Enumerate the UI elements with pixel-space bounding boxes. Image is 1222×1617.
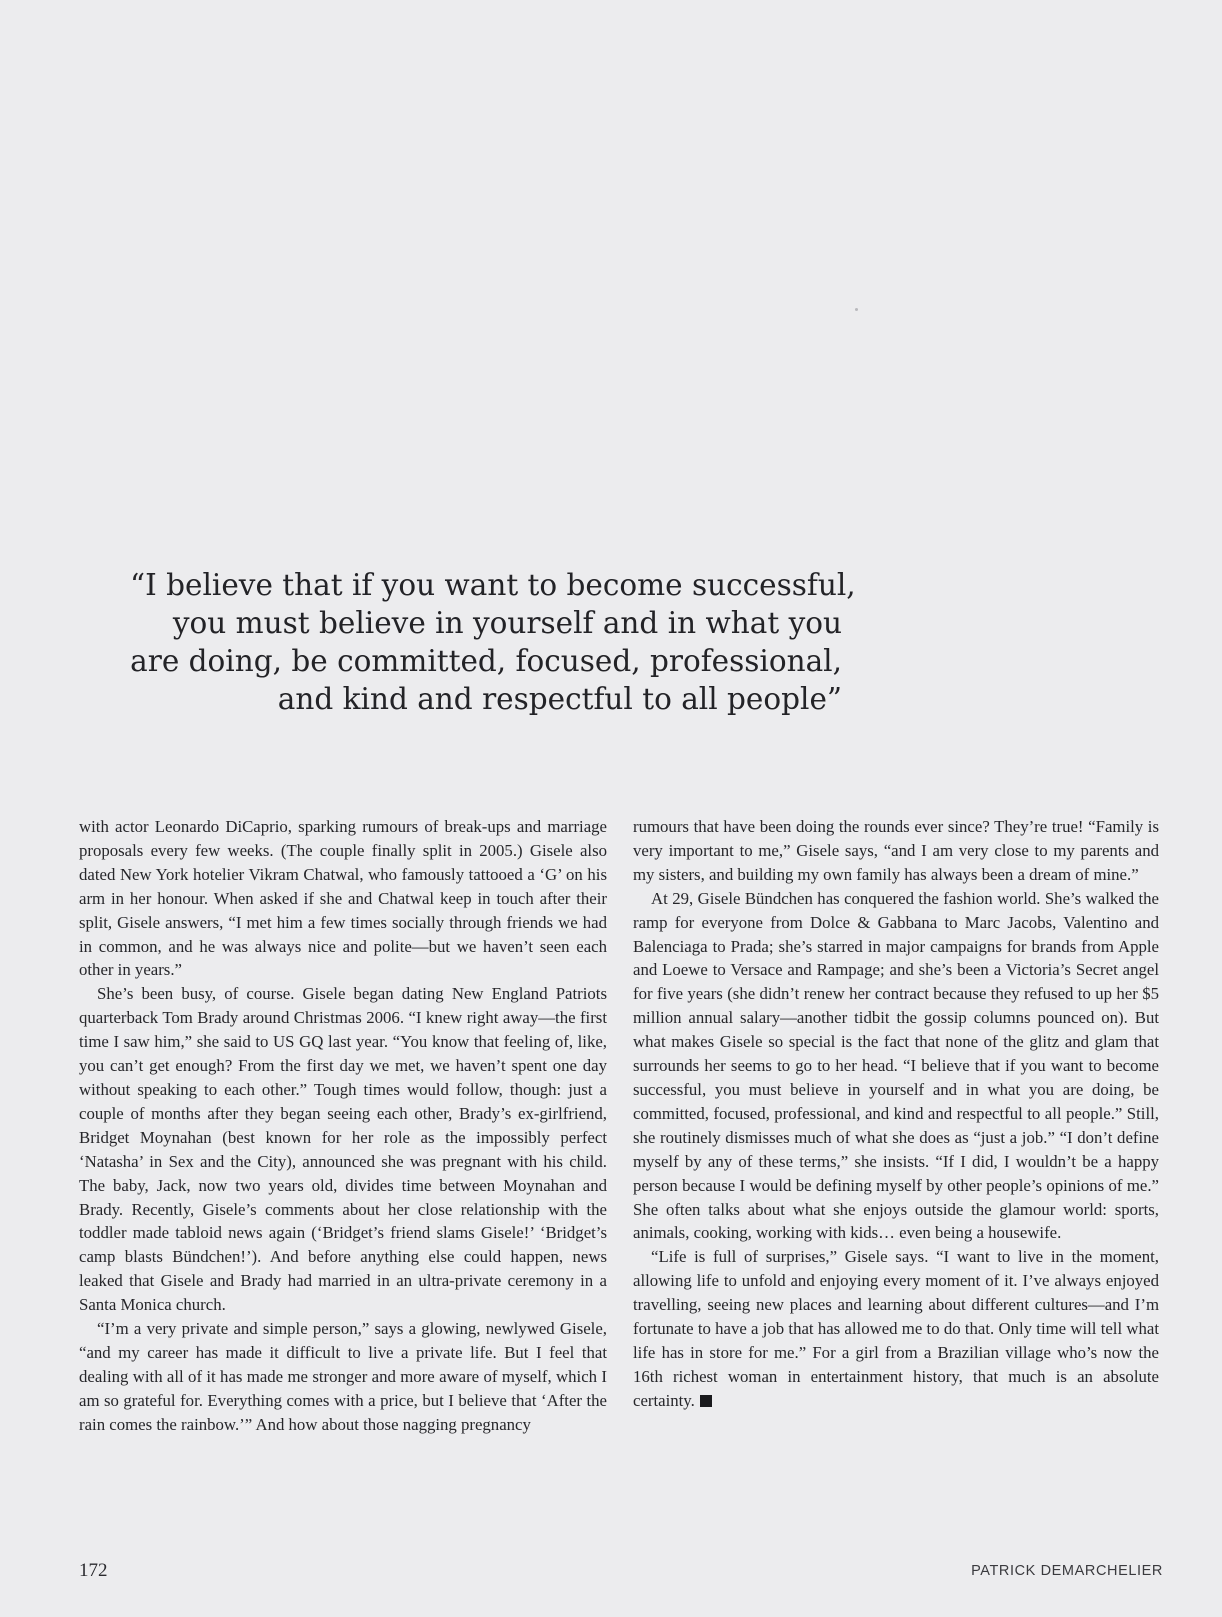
- article-paragraph-final: [633, 1245, 1159, 1412]
- pull-quote-line: you must believe in yourself and in what you: [172, 606, 842, 640]
- article-paragraph: “I’m a very private and simple person,” says a glowing, newlywed Gisele, “and my career has made it difficult to live a private life. But I feel that dealing with all of it has made me stronger and more aware of myself, which I am so grateful for. Everything comes with a price, but I believe that ‘After the rain comes the rainbow.’” And how about those nagging pregnancy: [79, 1319, 607, 1434]
- article-paragraph-text: “Life is full of surprises,” Gisele says. “I want to live in the moment, allowing life to unfold and enjoying every moment of it. I’ve always enjoyed travelling, seeing new places and learning about different cultures—and I’m fortunate to have a job that has allowed me to do that. Only time will tell what life has in store for me.” For a girl from a Brazilian village who’s now the 16th richest woman in entertainment history, that much is an absolute certainty.: [633, 1247, 1159, 1410]
- paper-speck: [855, 308, 858, 311]
- pull-quote-line: and kind and respectful to all people”: [277, 682, 842, 716]
- article-paragraph: with actor Leonardo DiCaprio, sparking rumours of break-ups and marriage proposals every few weeks. (The couple finally split in 2005.) Gisele also dated New York hotelier Vikram Chatwal, who famously tattooed a ‘G’ on his arm in her honour. When asked if she and Chatwal keep in touch after their split, Gisele answers, “I met him a few times socially through friends we had in common, and he was always nice and polite—but we haven’t seen each other in years.”: [79, 817, 607, 980]
- article-column-left: [79, 815, 607, 1437]
- photo-credit: PATRICK DEMARCHELIER: [971, 1563, 1163, 1579]
- article-paragraph: At 29, Gisele Bündchen has conquered the fashion world. She’s walked the ramp for everyone from Dolce & Gabbana to Marc Jacobs, Valentino and Balenciaga to Prada; she’s starred in major campaigns for brands from Apple and Loewe to Versace and Rampage; and she’s been a Victoria’s Secret angel for five years (she didn’t renew her contract because they refused to up her $5 million annual salary—another tidbit the gossip columns pounced on). But what makes Gisele so special is the fact that none of the glitz and glam that surrounds her seems to go to her head. “I believe that if you want to become successful, you must believe in yourself and in what you are doing, be committed, focused, professional, and kind and respectful to all people.” Still, she routinely dismisses much of what she does as “just a job.” “I don’t define myself by any of these terms,” she insists. “If I did, I wouldn’t be a happy person because I would be defining myself by other people’s opinions of me.” She often talks about what she enjoys outside the glamour world: sports, animals, cooking, working with kids… even being a housewife.: [633, 888, 1159, 1243]
- pull-quote-line: are doing, be committed, focused, professional,: [130, 644, 842, 678]
- article-paragraph: She’s been busy, of course. Gisele began dating New England Patriots quarterback Tom Brady around Christmas 2006. “I knew right away—the first time I saw him,” she said to US GQ last year. “You know that feeling of, like, you can’t get enough? From the first day we met, we haven’t spent one day without speaking to each other.” Tough times would follow, though: just a couple of months after they began seeing each other, Brady’s ex-girlfriend, Bridget Moynahan (best known for her role as the impossibly perfect ‘Natasha’ in Sex and the City), announced she was pregnant with his child. The baby, Jack, now two years old, divides time between Moynahan and Brady. Recently, Gisele’s comments about her close relationship with the toddler made tabloid news again (‘Bridget’s friend slams Gisele!’ ‘Bridget’s camp blasts Bündchen!’). And before anything else could happen, news leaked that Gisele and Brady had married in an ultra-private ceremony in a Santa Monica church.: [79, 984, 607, 1315]
- pull-quote: [130, 566, 856, 718]
- pull-quote-line: “I believe that if you want to become successful,: [130, 568, 856, 602]
- end-mark-icon: [700, 1395, 712, 1407]
- article-column-right: [633, 815, 1159, 1413]
- page-number: 172: [79, 1560, 108, 1581]
- article-paragraph: rumours that have been doing the rounds ever since? They’re true! “Family is very important to me,” Gisele says, “and I am very close to my parents and my sisters, and building my own family has always been a dream of mine.”: [633, 817, 1159, 884]
